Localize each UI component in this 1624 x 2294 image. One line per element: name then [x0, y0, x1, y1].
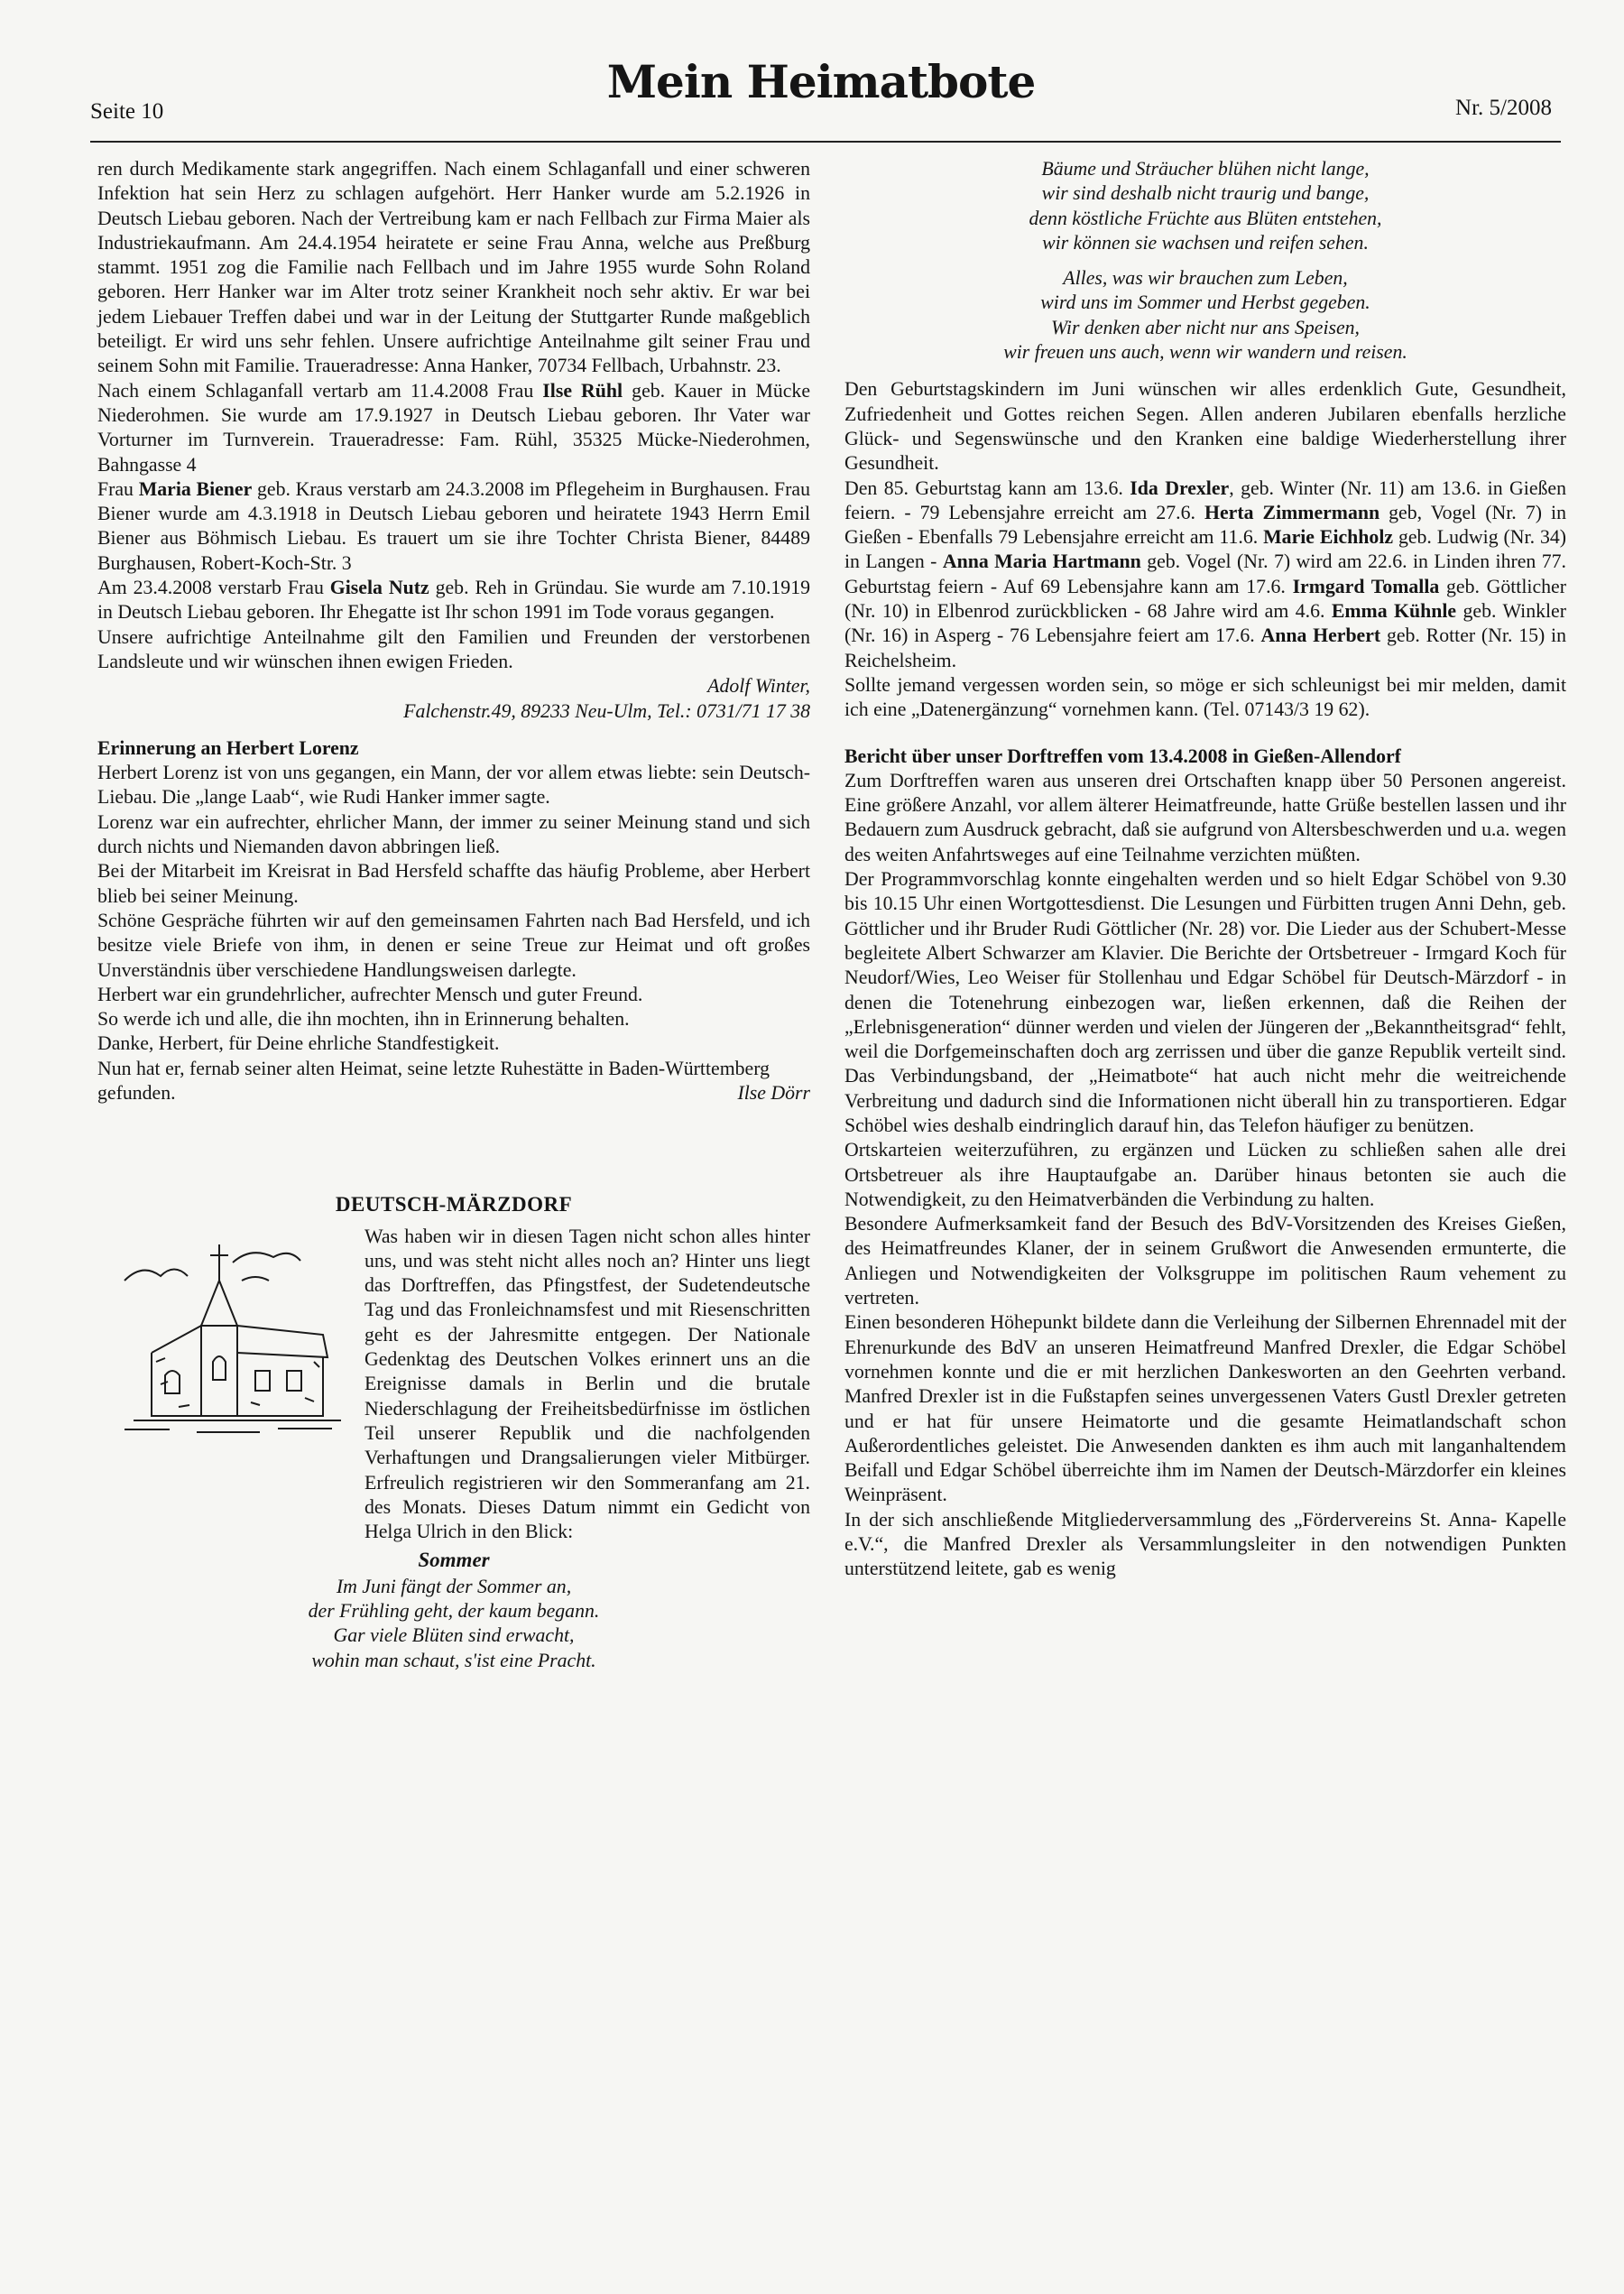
signature-name: Adolf Winter,	[707, 675, 810, 698]
report-paragraph: Einen besonderen Höhepunkt bildete dann die Verleihung der Silbernen Ehrennadel mit der Ehrenurkunde des BdV an unseren Heimatfreund Manfred Drexler, die Edgar Schöbel vornehmen konnte und die er mit herzlichen Dankesworten an den Geehrten verband. Manfred Drexler ist in die Fußstapfen seines unvergessenen Vaters Gustl Drexler getreten und er hat für unsere Heimatorte und die gesamte Heimatlandschaft schon Außerordentliches geleistet. Die Anwesenden dankten es ihm auch mit langanhaltendem Beifall und Edgar Schöbel überreichte ihm im Namen der Deutsch-Märzdorfer ein kleines Weinpräsent.	[844, 1311, 1566, 1506]
forgotten-note: Sollte jemand vergessen worden sein, so möge er sich schleunigst bei mir melden, damit ich eine „Datenergänzung“ vornehmen kann. (Tel. 07143/3 19 62).	[844, 673, 1566, 721]
name-maria-biener: Maria Biener	[138, 477, 253, 500]
lorenz-paragraph: Schöne Gespräche führten wir auf den gemeinsamen Fahrten nach Bad Hersfeld, und ich besitze viele Briefe von ihm, in denen er seine Treue zur Heimat und oft großes Unverständnis über verschiedene Handlungsweisen darlegte.	[97, 909, 810, 981]
birthday-list: Den 85. Geburtstag kann am 13.6. Ida Drexler, geb. Winter (Nr. 11) am 13.6. in Gießen feiern. - 79 Lebensjahre erreicht am 27.6. Herta Zimmermann geb, Vogel (Nr. 7) in Gießen - Ebenfalls 79 Lebensjahre erreicht am 11.6. Marie Eichholz geb. Ludwig (Nr. 34) in Langen - Anna Maria Hartmann geb. Vogel (Nr. 7) wird am 22.6. in Linden ihren 77. Geburtstag feiern - Auf 69 Lebensjahre kann am 17.6. Irmgard Tomalla geb. Göttlicher (Nr. 10) in Elbenrod zurückblicken - 68 Jahre wird am 4.6. Emma Kühnle geb. Winkler (Nr. 16) in Asperg - 76 Lebensjahre feiert am 17.6. Anna Herbert geb. Rotter (Nr. 15) in Reichelsheim.	[844, 476, 1566, 671]
name-marie-eichholz: Marie Eichholz	[1263, 526, 1394, 549]
right-column	[844, 157, 1566, 1582]
church-illustration	[97, 1226, 359, 1443]
name-ilse-ruehl: Ilse Rühl	[542, 379, 623, 402]
obituary-hanker: ren durch Medikamente stark angegriffen. Nach einem Schlaganfall und einer schweren Infektion hat sein Herz zu schlagen aufgehört. Herr Hanker wurde am 5.2.1926 in Deutsch Liebau geboren. Nach der Vertreibung kam er nach Fellbach zur Firma Maier als Industriekaufmann. Am 24.4.1954 heiratete er seine Frau Anna, welche aus Preßburg stammt. 1951 zog die Familie nach Fellbach und im Jahre 1955 wurde Sohn Roland geboren. Herr Hanker war im Alter trotz seiner Krankheit noch sehr aktiv. Er war bei jedem Liebauer Treffen dabei und war in der Leitung der Stuttgarter Runde maßgeblich beteiligt. Er wird uns sehr fehlen. Unsere aufrichtige Anteilnahme gilt seiner Frau und seinem Sohn mit Familie. Traueradresse: Anna Hanker, 70734 Fellbach, Urbahnstr. 23.	[97, 158, 810, 377]
lorenz-paragraph: Danke, Herbert, für Deine ehrliche Standfestigkeit.	[97, 1032, 500, 1055]
lorenz-paragraph: So werde ich und alle, die ihn mochten, ihn in Erinnerung behalten.	[97, 1008, 630, 1031]
masthead-title: Mein Heimatbote	[606, 55, 1036, 108]
report-paragraph: Zum Dorftreffen waren aus unseren drei Ortschaften knapp über 50 Personen angereist. Eine größere Anzahl, vor allem älterer Heimatfreunde, hatte Grüße bestellen lassen und ihr Bedauern zum Ausdruck gebracht, daß sie aufgrund von Altersbeschwerden und u.a. wegen des weiten Anfahrtsweges auf eine Teilnahme verzichten müßten.	[844, 769, 1566, 865]
poem-line: wird uns im Sommer und Herbst gegeben.	[1040, 291, 1370, 314]
poem-line: Bäume und Sträucher blühen nicht lange,	[1041, 158, 1370, 180]
issue-number: Nr. 5/2008	[1455, 96, 1552, 120]
poem-line: Im Juni fängt der Sommer an,	[336, 1575, 572, 1597]
poem-line: Alles, was wir brauchen zum Leben,	[1063, 267, 1348, 290]
poem-line: Wir denken aber nicht nur ans Speisen,	[1050, 316, 1361, 338]
report-paragraph: Ortskarteien weiterzuführen, zu ergänzen und Lücken zu schließen sahen alle drei Ortsbetreuer als ihre Hauptaufgabe an. Darüber hinaus betonten sie auch die Notwendigkeit, zu den Heimatverbänden die Verbindung zu halten.	[844, 1139, 1566, 1210]
condolence-text: Unsere aufrichtige Anteilnahme gilt den Familien und Freunden der verstorbenen Landsleute und wir wünschen ihnen ewigen Frieden.	[97, 625, 810, 672]
page-number: Seite 10	[90, 99, 164, 124]
spacer	[844, 365, 1566, 377]
section-title-deutsch-maerzdorf: DEUTSCH-MÄRZDORF	[335, 1193, 573, 1216]
intro-text: Was haben wir in diesen Tagen nicht schon alles hinter uns, und was steht nicht alles noch an? Hinter uns liegt das Dorftreffen, das Pfingstfest, der Sudetendeutsche Tag und das Fronleichnamsfest und mit Riesenschritten geht es der Jahresmitte entgegen. Der Nationale Gedenktag des Deutschen Volkes erinnert uns an die Ereignisse damals in Berlin und die brutale Niederschlagung der Freiheitsbedürfnisse im östlichen Teil unserer Republik und die nachfolgenden Verhaftungen und Drangsalierungen vieler Mitbürger. Erfreulich registrieren wir den Sommeranfang am 21. des Monats. Dieses Datum nimmt ein Gedicht von Helga Ulrich in den Blick:	[364, 1225, 810, 1543]
page-header	[90, 43, 1552, 134]
poem-line: Gar viele Blüten sind erwacht,	[333, 1624, 575, 1647]
report-paragraph: Der Programmvorschlag konnte eingehalten werden und so hielt Edgar Schöbel von 9.30 bis 10.15 Uhr einen Wortgottesdienst. Die Lesungen und Fürbitten trugen Anni Dehn, geb. Göttlicher und ihr Bruder Rudi Göttlicher (Nr. 28) vor. Die Lieder aus der Schubert-Messe begleitete Albert Schwarzer am Klavier. Die Berichte der Ortsbetreuer - Irmgard Koch für Neudorf/Wies, Leo Weiser für Stollenhau und Edgar Schöbel für Deutsch-Märzdorf - in denen die Totenehrung einbezogen war, ließen erkennen, daß die Reihen der „Erlebnisgeneration“ dünner werden und vielen der Jüngeren der „Bekanntheitsgrad“ fehlt, weil die Dorfgemeinschaften doch arg zerrissen und über die ganze Republik verteilt sind. Das Verbindungsband, der „Heimatbote“ hat auch nicht mehr die weitreichende Verbreitung und dadurch sind die Informationen nicht überall hin zu transportieren. Edgar Schöbel wies deshalb eindringlich darauf hin, das Telefon häufiger zu benützen.	[844, 868, 1566, 1136]
name-irmgard-tomalla: Irmgard Tomalla	[1292, 575, 1440, 597]
name-gisela-nutz: Gisela Nutz	[329, 577, 429, 599]
lorenz-paragraph: Herbert war ein grundehrlicher, aufrechter Mensch und guter Freund.	[97, 983, 643, 1005]
poem-line: denn köstliche Früchte aus Blüten entstehen,	[1029, 207, 1382, 229]
poem-title: Sommer	[418, 1549, 490, 1572]
header-rule	[90, 141, 1561, 143]
signature-address: Falchenstr.49, 89233 Neu-Ulm, Tel.: 0731/71 17 38	[403, 699, 810, 722]
left-column	[97, 157, 810, 1673]
birthday-greeting: Den Geburtstagskindern im Juni wünschen wir alles erdenklich Gute, Gesundheit, Zufriedenheit und Gottes reichen Segen. Allen anderen Jubilaren ebenfalls herzliche Glück- und Segenswünsche und den Kranken eine baldige Wiederherstellung ihrer Gesundheit.	[844, 378, 1566, 475]
poem-line: wir können sie wachsen und reifen sehen.	[1042, 231, 1369, 254]
name-herta-zimmermann: Herta Zimmermann	[1204, 501, 1380, 523]
lorenz-paragraph: Nun hat er, fernab seiner alten Heimat, seine letzte Ruhestätte in Baden-Württemberg gefunden. Ilse Dörr	[97, 1057, 810, 1106]
report-heading: Bericht über unser Dorftreffen vom 13.4.2008 in Gießen-Allendorf	[844, 745, 1401, 767]
signature-doerr: Ilse Dörr	[737, 1081, 810, 1104]
name-emma-kuehnle: Emma Kühnle	[1331, 600, 1457, 623]
lorenz-heading: Erinnerung an Herbert Lorenz	[97, 736, 359, 759]
poem-line: der Frühling geht, der kaum begann.	[308, 1600, 600, 1623]
poem-line: wohin man schaut, s'ist eine Pracht.	[311, 1649, 596, 1671]
lorenz-paragraph: Lorenz war ein aufrechter, ehrlicher Mann, der immer zu seiner Meinung stand und sich durch nichts und Niemanden davon abbringen ließ.	[97, 810, 810, 858]
report-paragraph: Besondere Aufmerksamkeit fand der Besuch des BdV-Vorsitzenden des Kreises Gießen, des Heimatfreundes Klaner, der in seinem Grußwort die Anwesenden ermunterte, die Anliegen und Notwendigkeiten der Volksgruppe im politischen Raum vehement zu vertreten.	[844, 1213, 1566, 1309]
intro-block	[97, 1226, 810, 1545]
obituary-biener: Frau Maria Biener geb. Kraus verstarb am 24.3.2008 im Pflegeheim in Burghausen. Frau Biener wurde am 4.3.1918 in Deutsch Liebau geboren und heiratete 1943 Herrn Emil Biener aus Böhmisch Liebau. Es trauert um sie ihre Tochter Christa Biener, 84489 Burghausen, Robert-Koch-Str. 3	[97, 477, 810, 574]
obituary-nutz: Am 23.4.2008 verstarb Frau Gisela Nutz geb. Reh in Gründau. Sie wurde am 7.10.1919 in Deutsch Liebau geboren. Ihr Ehegatte ist Ihr schon 1991 im Tode voraus gegangen.	[97, 577, 810, 624]
name-anna-maria-hartmann: Anna Maria Hartmann	[942, 550, 1141, 573]
report-paragraph: In der sich anschließende Mitgliederversammlung des „Fördervereins St. Anna- Kapelle e.V.“, die Manfred Drexler als Versammlungsleiter in den notwendigen Punkten unterstützend leitete, gab es wenig	[844, 1508, 1566, 1580]
poem-line: wir sind deshalb nicht traurig und bange,	[1041, 182, 1370, 205]
name-anna-herbert: Anna Herbert	[1260, 624, 1381, 647]
name-ida-drexler: Ida Drexler	[1130, 476, 1230, 499]
poem-line: wir freuen uns auch, wenn wir wandern und reisen.	[1003, 341, 1407, 364]
obituary-ruehl: Nach einem Schlaganfall vertarb am 11.4.2008 Frau Ilse Rühl geb. Kauer in Mücke Niederohmen. Sie wurde am 17.9.1927 in Deutsch Liebau geboren. Ihr Vater war Vorturner im Turnverein. Traueradresse: Fam. Rühl, 35325 Mücke-Niederohmen, Bahngasse 4	[97, 379, 811, 476]
lorenz-paragraph: Bei der Mitarbeit im Kreisrat in Bad Hersfeld schaffte das häufig Probleme, aber Herbert blieb bei seiner Meinung.	[97, 860, 810, 907]
lorenz-paragraph: Herbert Lorenz ist von uns gegangen, ein Mann, der vor allem etwas liebte: sein Deutsch-Liebau. Die „lange Laab“, wie Rudi Hanker immer sagte.	[97, 762, 810, 809]
